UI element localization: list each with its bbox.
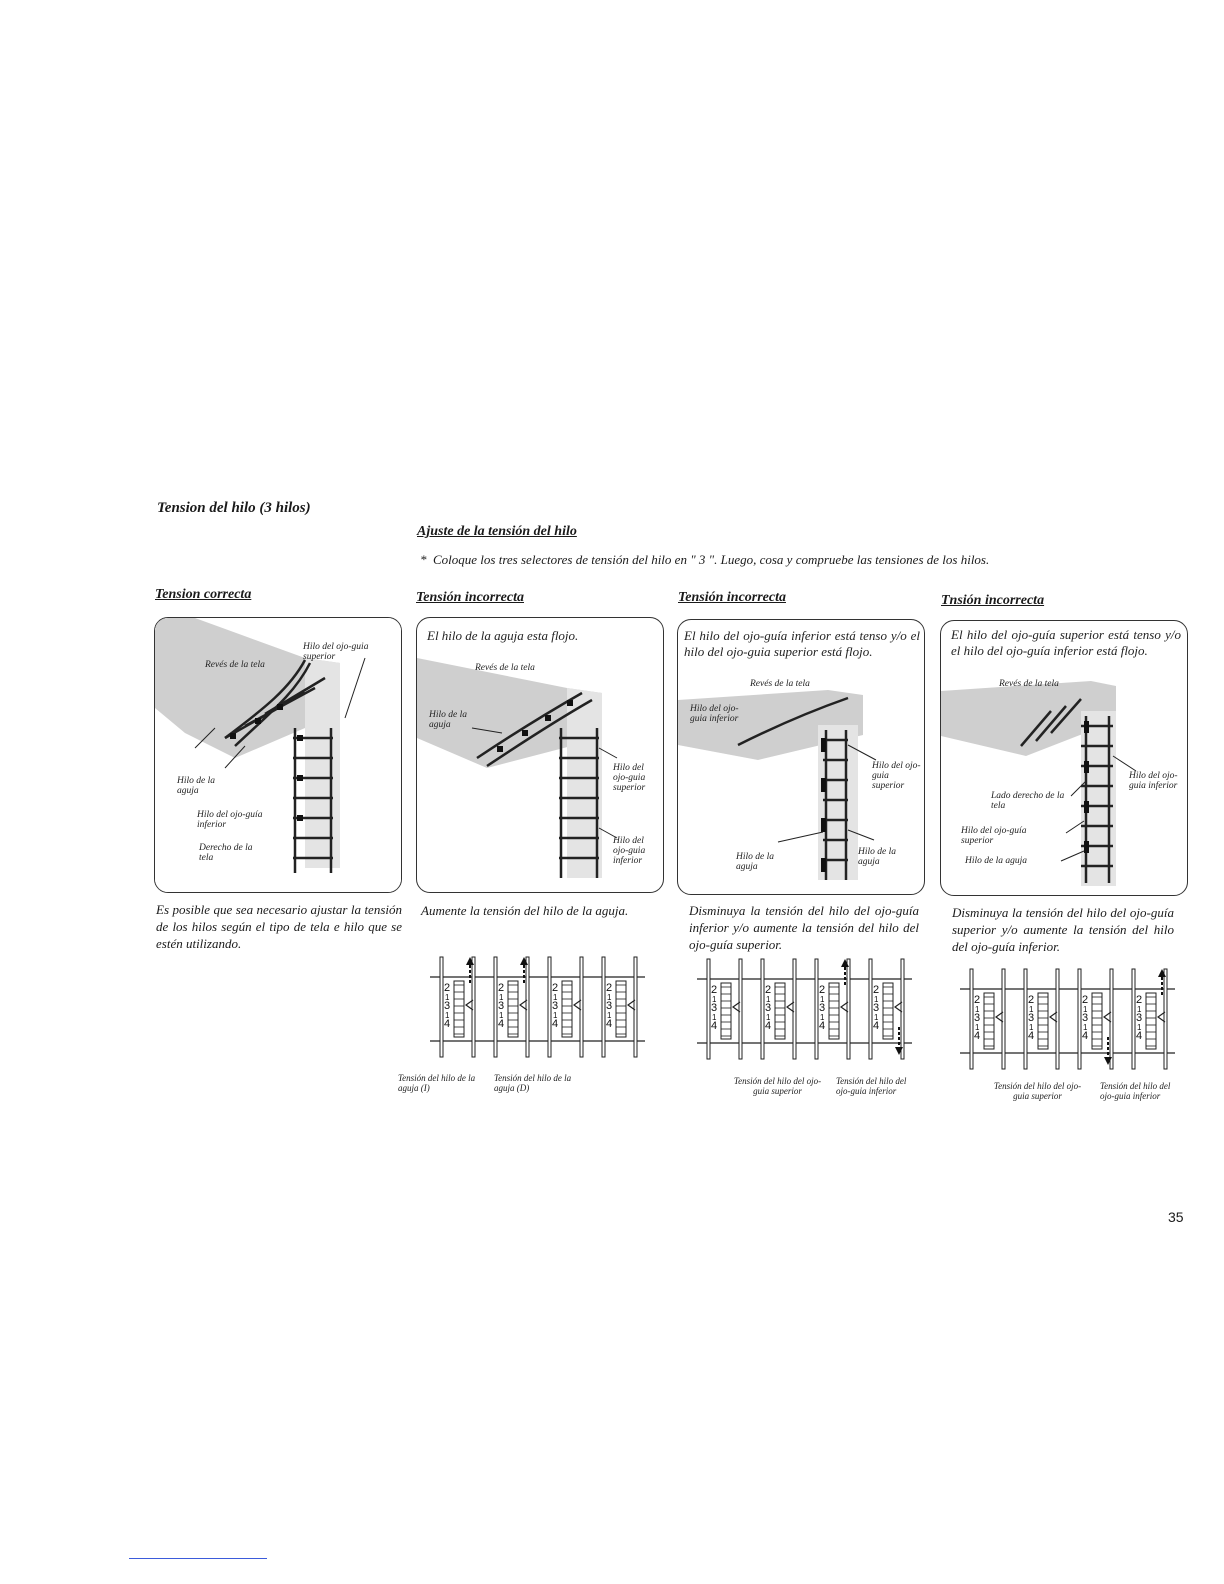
selector-body-right xyxy=(1056,969,1059,1069)
caption-lower-tight: Disminuya la tensión del hilo del ojo-guía inferior y/o aumente la tensión del hilo del ojo-guía superior. xyxy=(689,903,919,952)
selector-minor-digit: 1 xyxy=(766,995,771,1004)
instruction-note xyxy=(420,552,989,568)
selector-minor-digit: 1 xyxy=(499,993,504,1002)
tension-dials-upper-tight xyxy=(960,967,1175,1082)
selector-digit: 4 xyxy=(819,1020,826,1032)
heading-tension-incorrecta-2: Tensión incorrecta xyxy=(678,590,786,605)
selector-scale xyxy=(562,981,572,1037)
selector-digit: 3 xyxy=(873,1002,880,1014)
selector-digit: 3 xyxy=(819,1002,826,1014)
dial-caption-needle-right: Tensión del hilo de la aguja (D) xyxy=(494,1073,572,1093)
selector-digit: 2 xyxy=(444,982,451,994)
selector-digit: 4 xyxy=(711,1020,718,1032)
tension-selector xyxy=(1078,969,1113,1069)
selector-scale xyxy=(1092,993,1102,1049)
selector-body-left xyxy=(602,957,605,1057)
label-hilo-aguja: Hilo de la aguja xyxy=(429,710,467,730)
diagram-panel-upper-tight xyxy=(940,620,1188,896)
tension-selector xyxy=(1132,969,1167,1069)
selector-minor-digit: 1 xyxy=(499,1011,504,1020)
label-hilo-aguja-right: Hilo de la aguja xyxy=(858,847,896,867)
selector-digit: 2 xyxy=(1028,994,1035,1006)
selector-digit: 2 xyxy=(711,984,718,996)
selector-body-right xyxy=(1002,969,1005,1069)
selector-scale xyxy=(721,983,731,1039)
note-text: Coloque los tres selectores de tensión del hilo en " 3 ". Luego, cosa y compruebe las tensiones de los hilos. xyxy=(433,552,990,567)
label-reves-tela: Revés de la tela xyxy=(999,679,1059,689)
label-reves-tela: Revés de la tela xyxy=(475,663,535,673)
selector-digit: 2 xyxy=(765,984,772,996)
selector-minor-digit: 1 xyxy=(1029,1023,1034,1032)
tension-selector xyxy=(440,957,475,1057)
selector-minor-digit: 1 xyxy=(820,1013,825,1022)
label-hilo-ojo-guia-inferior: Hilo del ojo-guia inferior xyxy=(613,836,646,866)
selector-digit: 3 xyxy=(711,1002,718,1014)
caption-needle-loose: Aumente la tensión del hilo de la aguja. xyxy=(421,903,629,918)
selector-digit: 4 xyxy=(498,1018,505,1030)
label-reves-tela: Revés de la tela xyxy=(205,660,265,670)
selector-minor-digit: 1 xyxy=(553,993,558,1002)
tension-selector xyxy=(548,957,583,1057)
selector-body-right xyxy=(526,957,529,1057)
selector-body-left xyxy=(1132,969,1135,1069)
selector-digit: 2 xyxy=(819,984,826,996)
selector-digit: 3 xyxy=(552,1000,559,1012)
label-hilo-ojo-guia-inferior: Hilo del ojo-guía inferior xyxy=(197,810,263,830)
selector-body-left xyxy=(548,957,551,1057)
overlay-text: El hilo del ojo-guía inferior está tenso y/o el hilo del ojo-guia superior está flojo. xyxy=(684,628,920,659)
label-hilo-aguja: Hilo de la aguja xyxy=(965,856,1028,866)
selector-minor-digit: 1 xyxy=(1083,1023,1088,1032)
section-subtitle: Ajuste de la tensión del hilo xyxy=(417,524,577,539)
tension-selector xyxy=(494,957,529,1057)
selector-scale xyxy=(883,983,893,1039)
selector-scale xyxy=(508,981,518,1037)
diagram-panel-needle-loose xyxy=(416,617,664,893)
selector-body-right xyxy=(1110,969,1113,1069)
selector-digit: 4 xyxy=(444,1018,451,1030)
selector-digit: 2 xyxy=(873,984,880,996)
selector-digit: 4 xyxy=(873,1020,880,1032)
selector-body-left xyxy=(761,959,764,1059)
selector-scale xyxy=(984,993,994,1049)
label-hilo-ojo-guia-superior: Hilo del ojo-guia superior xyxy=(303,642,369,662)
tension-selector xyxy=(970,969,1005,1069)
diagram-panel-correct xyxy=(154,617,402,893)
selector-digit: 4 xyxy=(1028,1030,1035,1042)
heading-tension-incorrecta-1: Tensión incorrecta xyxy=(416,590,524,605)
selector-minor-digit: 1 xyxy=(1083,1005,1088,1014)
selector-scale xyxy=(1146,993,1156,1049)
selector-minor-digit: 1 xyxy=(874,995,879,1004)
selector-digit: 2 xyxy=(498,982,505,994)
tension-selector xyxy=(707,959,742,1059)
selector-minor-digit: 1 xyxy=(607,993,612,1002)
label-hilo-ojo-guia-superior: Hilo del ojo-guia superior xyxy=(613,763,646,793)
tension-dials-lower-tight xyxy=(697,957,912,1072)
selector-minor-digit: 1 xyxy=(712,995,717,1004)
label-hilo-aguja-left: Hilo de la aguja xyxy=(736,852,774,872)
selector-minor-digit: 1 xyxy=(553,1011,558,1020)
selector-digit: 4 xyxy=(1136,1030,1143,1042)
selector-digit: 3 xyxy=(1082,1012,1089,1024)
selector-minor-digit: 1 xyxy=(445,1011,450,1020)
selector-digit: 4 xyxy=(552,1018,559,1030)
selector-digit: 2 xyxy=(974,994,981,1006)
selector-scale xyxy=(616,981,626,1037)
diagram-panel-lower-tight xyxy=(677,619,925,895)
selector-minor-digit: 1 xyxy=(712,1013,717,1022)
selector-body-right xyxy=(1164,969,1167,1069)
selector-body-right xyxy=(739,959,742,1059)
selector-scale xyxy=(454,981,464,1037)
selector-minor-digit: 1 xyxy=(820,995,825,1004)
dial-caption-upper-1: Tensión del hilo del ojo-guia superior xyxy=(733,1076,822,1096)
selector-body-left xyxy=(1078,969,1081,1069)
tension-selector xyxy=(869,959,904,1059)
label-hilo-ojo-guia-inferior: Hilo del ojo-guia inferior xyxy=(1129,771,1178,791)
tension-selector xyxy=(761,959,796,1059)
selector-body-left xyxy=(1024,969,1027,1069)
overlay-text: El hilo del ojo-guía superior está tenso y/o el hilo del ojo-guía inferior está flojo. xyxy=(951,627,1181,658)
dial-caption-lower-1: Tensión del hilo del ojo-guia inferior xyxy=(836,1076,907,1096)
selector-scale xyxy=(775,983,785,1039)
heading-tension-incorrecta-3: Tnsión incorrecta xyxy=(941,593,1045,608)
selector-digit: 4 xyxy=(606,1018,613,1030)
selector-minor-digit: 1 xyxy=(607,1011,612,1020)
selector-digit: 3 xyxy=(1028,1012,1035,1024)
selector-scale xyxy=(829,983,839,1039)
page-number: 35 xyxy=(1168,1209,1184,1225)
note-bullet: * xyxy=(420,552,427,567)
selector-digit: 3 xyxy=(444,1000,451,1012)
selector-digit: 4 xyxy=(974,1030,981,1042)
tension-dials-needle xyxy=(430,955,645,1070)
page-title: Tension del hilo (3 hilos) xyxy=(157,500,311,516)
stitch-illustration xyxy=(941,621,1187,895)
selector-digit: 2 xyxy=(1082,994,1089,1006)
selector-body-right xyxy=(472,957,475,1057)
selector-digit: 3 xyxy=(765,1002,772,1014)
selector-digit: 3 xyxy=(1136,1012,1143,1024)
selector-minor-digit: 1 xyxy=(766,1013,771,1022)
overlay-text: El hilo de la aguja esta flojo. xyxy=(427,628,579,643)
label-hilo-aguja: Hilo de la aguja xyxy=(177,776,215,796)
selector-minor-digit: 1 xyxy=(1029,1005,1034,1014)
selector-minor-digit: 1 xyxy=(975,1023,980,1032)
dial-caption-upper-2: Tensión del hilo del ojo-guia superior xyxy=(993,1081,1082,1101)
selector-body-right xyxy=(847,959,850,1059)
footer-rule xyxy=(129,1558,267,1559)
dial-caption-needle-left: Tensión del hilo de la aguja (I) xyxy=(398,1073,476,1093)
label-hilo-ojo-guia-inferior: Hilo del ojo-guia inferior xyxy=(690,704,739,724)
tension-selector xyxy=(602,957,637,1057)
label-hilo-ojo-guia-superior: Hilo del ojo-guia superior xyxy=(872,761,921,791)
caption-upper-tight: Disminuya la tensión del hilo del ojo-guía superior y/o aumente la tensión del hilo del ojo-guía inferior. xyxy=(952,905,1174,954)
selector-minor-digit: 1 xyxy=(874,1013,879,1022)
tension-selector xyxy=(815,959,850,1059)
selector-minor-digit: 1 xyxy=(1137,1023,1142,1032)
label-derecho-tela: Derecho de la tela xyxy=(199,843,253,863)
selector-digit: 4 xyxy=(765,1020,772,1032)
caption-correct: Es posible que sea necesario ajustar la tensión de los hilos según el tipo de tela e hilo que se estén utilizando. xyxy=(156,902,402,951)
selector-minor-digit: 1 xyxy=(975,1005,980,1014)
selector-body-left xyxy=(707,959,710,1059)
selector-digit: 2 xyxy=(552,982,559,994)
selector-body-left xyxy=(869,959,872,1059)
selector-body-left xyxy=(440,957,443,1057)
selector-digit: 3 xyxy=(498,1000,505,1012)
selector-body-right xyxy=(634,957,637,1057)
label-lado-derecho-tela: Lado derecho de la tela xyxy=(991,791,1065,811)
selector-digit: 3 xyxy=(606,1000,613,1012)
selector-minor-digit: 1 xyxy=(445,993,450,1002)
label-hilo-ojo-guia-superior: Hilo del ojo-guía superior xyxy=(961,826,1027,846)
selector-digit: 4 xyxy=(1082,1030,1089,1042)
selector-body-left xyxy=(494,957,497,1057)
selector-body-left xyxy=(970,969,973,1069)
label-reves-tela: Revés de la tela xyxy=(750,679,810,689)
selector-scale xyxy=(1038,993,1048,1049)
selector-body-right xyxy=(793,959,796,1059)
heading-tension-correcta: Tension correcta xyxy=(155,587,252,602)
selector-minor-digit: 1 xyxy=(1137,1005,1142,1014)
selector-body-left xyxy=(815,959,818,1059)
selector-body-right xyxy=(580,957,583,1057)
selector-body-right xyxy=(901,959,904,1059)
tension-selector xyxy=(1024,969,1059,1069)
selector-digit: 3 xyxy=(974,1012,981,1024)
selector-digit: 2 xyxy=(1136,994,1143,1006)
dial-caption-lower-2: Tensión del hilo del ojo-guia inferior xyxy=(1100,1081,1171,1101)
selector-digit: 2 xyxy=(606,982,613,994)
